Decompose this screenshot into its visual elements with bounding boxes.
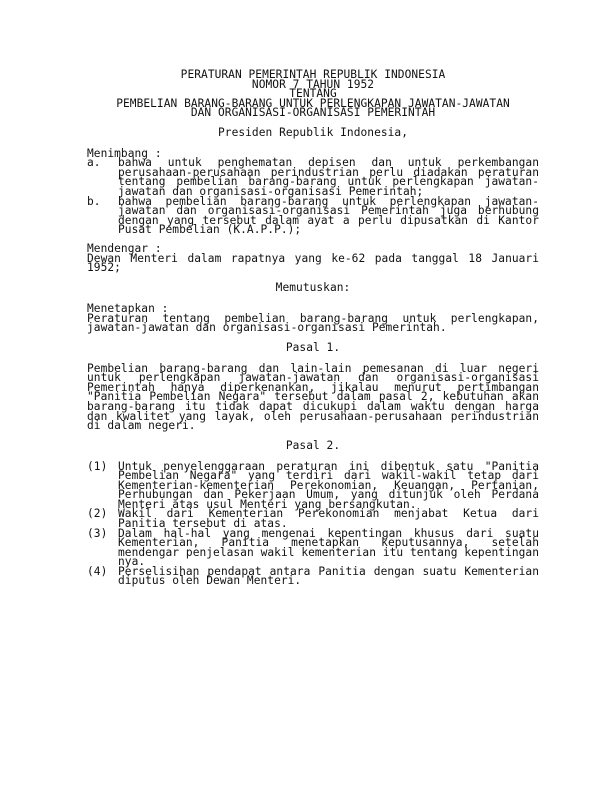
mendengar-label: Mendengar :: [87, 242, 162, 256]
document-page: [87, 70, 539, 586]
memutuskan-heading: Memutuskan:: [275, 281, 351, 295]
pasal-2-item-3: [87, 526, 539, 569]
item-marker: (3): [87, 526, 108, 540]
mendengar-text: Dewan Menteri dalam rapatnya yang ke-62 pada tanggal 18 Januari 1952;: [87, 251, 539, 275]
pasal-2-item-1: [87, 459, 539, 511]
title-line-2: NOMOR 7 TAHUN 1952: [251, 77, 375, 91]
title-line-4: PEMBELIAN BARANG-BARANG UNTUK PERLENGKAPAN JAWATAN-JAWATAN: [116, 96, 510, 110]
item-text: Wakil dari Kementerian Perekonomian menjabat Ketua dari Panitia tersebut di atas.: [118, 507, 539, 530]
pasal-1-title: Pasal 1.: [285, 341, 341, 355]
title-line-5: DAN ORGANISASI-ORGANISASI PEMERINTAH: [190, 106, 436, 120]
menetapkan-label: Menetapkan :: [87, 302, 169, 316]
menimbang-label: Menimbang :: [87, 146, 162, 160]
title-line-3: TENTANG: [289, 87, 337, 101]
title-line-1: PERATURAN PEMERINTAH REPUBLIK INDONESIA: [180, 68, 446, 81]
item-text: Perselisihan pendapat antara Panitia dengan suatu Kementerian diputus oleh Dewan Menteri.: [118, 564, 539, 588]
pasal-2-title: Pasal 2.: [285, 439, 341, 453]
item-text: bahwa pembelian barang-barang untuk perlengkapan jawatan-jawatan dan organisasi-organisasi Pemerintah juga berhubung dengan yang tersebut dalam ayat a perlu dipusatkan di Kantor Pusat Pembelian (K.A.P.P.);: [118, 194, 539, 237]
pasal-2-item-4: [87, 564, 539, 588]
item-text: Dalam hal-hal yang mengenai kepentingan khusus dari suatu Kementerian, Panitia menetapkan keputusannya, setelah mendengar penjelasan wakil kementerian itu tentang kepentingan nya.: [118, 526, 539, 569]
menimbang-item-b: [87, 194, 539, 237]
item-text: Untuk penyelenggaraan peraturan ini dibentuk satu "Panitia Pembelian Negara" yang terdiri dari wakil-wakil tetap dari Kementerian-kementerian Perekonomian, Keuangan, Pertanian, Perhubungan dan Pekerjaan Umum, yang ditunjuk oleh Perdana Menteri atas usul Menteri yang bersangkutan.: [118, 459, 539, 511]
item-marker: b.: [87, 194, 101, 208]
pasal-1-text: Pembelian barang-barang dan lain-lain pemesanan di luar negeri untuk perlengkapan jawatan-jawatan dan organisasi-organisasi Pemerintah hanya diperkenankan, jikalau menurut pertimbangan "Panitia Pembelian Negara" tersebut dalam pasal 2, kebutuhan akan barang-barang itu tidak dapat dicukupi dalam waktu dengan harga dan kwalitet yang layak, oleh perusahaan-perusahaan perindustrian di dalam negeri.: [87, 361, 539, 433]
item-marker: (2): [87, 507, 108, 521]
president-heading: Presiden Republik Indonesia,: [218, 126, 408, 140]
item-text: bahwa untuk penghematan depisen dan untuk perkembangan perusahaan-perusahaan perindustrian perlu diadakan peraturan tentang pembelian barang-barang untuk perlengkapan jawatan-jawatan dan organisasi-organisasi Pemerintah;: [118, 156, 539, 199]
item-marker: a.: [87, 156, 101, 170]
pasal-2-item-2: [87, 509, 539, 528]
menimbang-item-a: [87, 156, 539, 199]
item-marker: (1): [87, 459, 108, 473]
menetapkan-text: Peraturan tentang pembelian barang-barang untuk perlengkapan, jawatan-jawatan dan organisasi-organisasi Pemerintah.: [87, 311, 539, 335]
item-marker: (4): [87, 564, 108, 578]
